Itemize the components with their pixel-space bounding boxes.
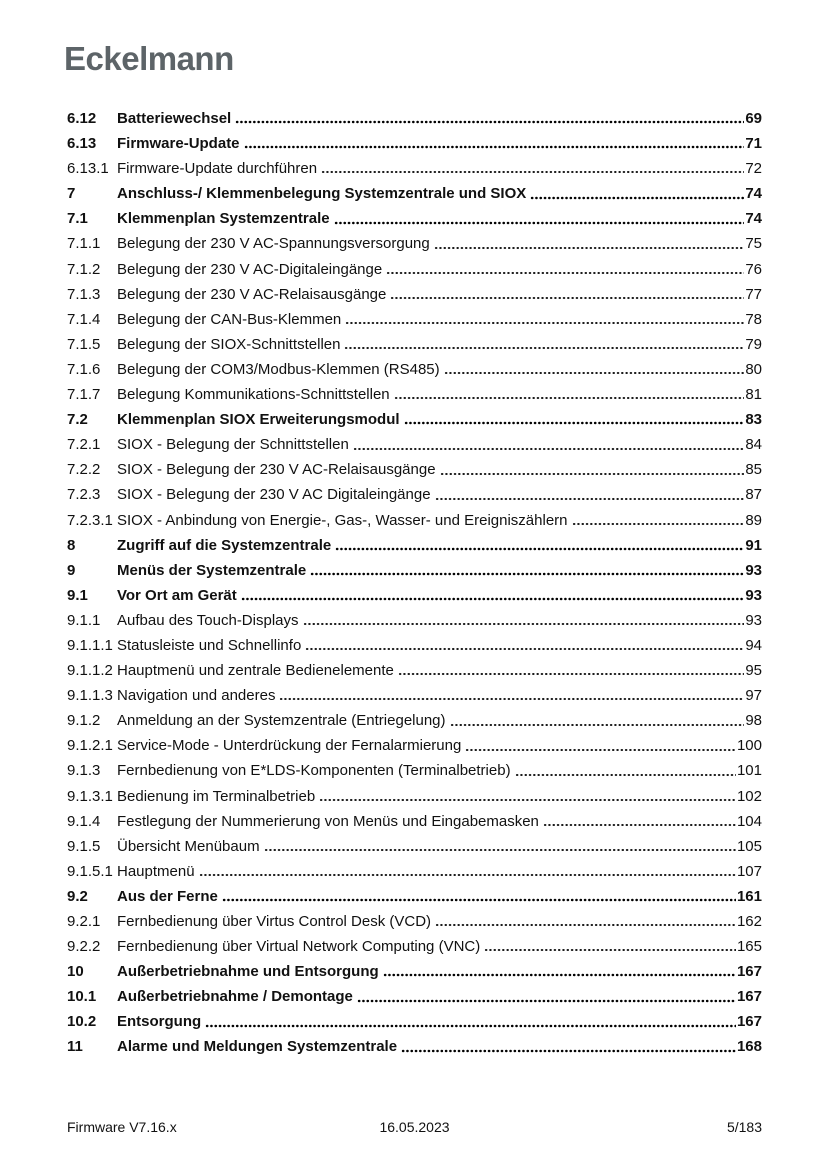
toc-entry-title: Festlegung der Nummerierung von Menüs und Eingabemasken [117, 812, 539, 830]
toc-entry-number: 7.1.7 [67, 386, 101, 404]
toc-entry-number: 7.1 [67, 210, 88, 228]
toc-entry-page: 74 [745, 210, 762, 228]
toc-entry-page: 104 [736, 812, 762, 830]
toc-entry-title: Hauptmenü und zentrale Bedienelemente [117, 662, 394, 680]
dot-leader [398, 658, 744, 683]
toc-entry-page: 74 [745, 185, 762, 203]
toc-entry-number: 10.1 [67, 988, 97, 1006]
toc-entry-title: Alarme und Meldungen Systemzentrale [117, 1038, 398, 1056]
dot-leader [241, 583, 745, 608]
toc-entry-number: 9.1.1.3 [67, 687, 113, 705]
toc-entry-title: Navigation und anderes [117, 687, 276, 705]
dot-leader [279, 683, 744, 708]
toc-entry[interactable] [67, 482, 762, 507]
toc-entry[interactable] [67, 633, 762, 658]
dot-leader [435, 909, 736, 934]
toc-entry-page: 98 [745, 712, 762, 730]
toc-entry[interactable] [67, 156, 762, 181]
toc-entry-number: 7.2.2 [67, 461, 101, 479]
toc-entry[interactable] [67, 206, 762, 231]
toc-entry-number: 6.13 [67, 135, 97, 153]
dot-leader [357, 984, 736, 1009]
toc-entry-page: 84 [745, 436, 762, 454]
dot-leader [450, 708, 745, 733]
toc-entry-page: 91 [745, 536, 762, 554]
dot-leader [394, 382, 745, 407]
toc-entry-number: 9.2.2 [67, 938, 101, 956]
toc-entry[interactable] [67, 131, 762, 156]
toc-entry[interactable] [67, 583, 762, 608]
toc-entry-page: 95 [745, 662, 762, 680]
dot-leader [199, 859, 736, 884]
toc-entry-title: SIOX - Belegung der Schnittstellen [117, 436, 349, 454]
toc-entry-title: SIOX - Anbindung von Energie-, Gas-, Wasser- und Ereigniszählern [117, 511, 568, 529]
toc-entry-page: 89 [745, 511, 762, 529]
toc-entry-page: 167 [736, 988, 762, 1006]
toc-entry[interactable] [67, 1034, 762, 1059]
dot-leader [353, 432, 745, 457]
dot-leader [310, 558, 744, 583]
toc-entry-page: 93 [745, 611, 762, 629]
toc-entry[interactable] [67, 558, 762, 583]
toc-entry-title: Anschluss-/ Klemmenbelegung Systemzentrale und SIOX [117, 185, 527, 203]
dot-leader [222, 884, 736, 909]
toc-entry-title: Belegung der COM3/Modbus-Klemmen (RS485) [117, 360, 440, 378]
toc-entry-number: 9.1.1 [67, 611, 101, 629]
dot-leader [401, 1034, 736, 1059]
toc-entry-title: Entsorgung [117, 1013, 202, 1031]
toc-entry-page: 93 [745, 586, 762, 604]
toc-entry[interactable] [67, 859, 762, 884]
toc-entry-title: Klemmenplan Systemzentrale [117, 210, 330, 228]
dot-leader [319, 784, 736, 809]
dot-leader [444, 357, 745, 382]
toc-entry[interactable] [67, 658, 762, 683]
toc-entry-number: 7.1.3 [67, 285, 101, 303]
toc-entry-page: 72 [745, 160, 762, 178]
toc-entry-number: 9.1.3 [67, 762, 101, 780]
dot-leader [440, 457, 745, 482]
dot-leader [404, 407, 745, 432]
toc-entry-number: 9.1.1.1 [67, 636, 113, 654]
toc-entry-page: 78 [745, 310, 762, 328]
toc-entry-page: 94 [745, 636, 762, 654]
toc-entry-title: Belegung der SIOX-Schnittstellen [117, 335, 341, 353]
company-logo: Eckelmann [64, 40, 234, 77]
dot-leader [435, 482, 745, 507]
toc-entry-number: 9.1.4 [67, 812, 101, 830]
dot-leader [390, 282, 744, 307]
toc-entry-number: 9.1.3.1 [67, 787, 113, 805]
dot-leader [235, 106, 744, 131]
dot-leader [543, 809, 736, 834]
toc-entry-number: 7.1.1 [67, 235, 101, 253]
dot-leader [386, 257, 744, 282]
toc-entry-number: 10.2 [67, 1013, 97, 1031]
toc-entry-page: 105 [736, 837, 762, 855]
toc-entry-page: 83 [745, 411, 762, 429]
toc-entry-number: 7.1.2 [67, 260, 101, 278]
toc-entry-title: Bedienung im Terminalbetrieb [117, 787, 316, 805]
dot-leader [305, 633, 744, 658]
toc-entry[interactable] [67, 432, 762, 457]
footer-page-indicator: 5/183 [726, 1119, 762, 1135]
dot-leader [530, 181, 744, 206]
toc-entry-title: Fernbedienung über Virtus Control Desk (VCD) [117, 913, 432, 930]
toc-entry-title: SIOX - Belegung der 230 V AC Digitaleingänge [117, 486, 431, 504]
toc-entry-page: 81 [745, 386, 762, 404]
dot-leader [383, 959, 736, 984]
toc-entry-number: 7.1.4 [67, 310, 101, 328]
toc-entry-title: SIOX - Belegung der 230 V AC-Relaisausgänge [117, 461, 436, 479]
toc-entry-number: 7.1.6 [67, 360, 101, 378]
toc-entry-number: 7.2.3.1 [67, 511, 113, 529]
toc-entry-title: Außerbetriebnahme / Demontage [117, 988, 353, 1006]
toc-entry-page: 79 [745, 335, 762, 353]
toc-entry-number: 7 [67, 185, 76, 203]
toc-entry-title: Fernbedienung von E*LDS-Komponenten (Terminalbetrieb) [117, 762, 511, 780]
toc-entry-number: 7.2.3 [67, 486, 101, 504]
toc-entry-page: 161 [736, 887, 762, 905]
toc-entry-number: 9.2.1 [67, 913, 101, 930]
toc-entry[interactable] [67, 106, 762, 131]
toc-entry[interactable] [67, 784, 762, 809]
toc-entry-title: Belegung der CAN-Bus-Klemmen [117, 310, 342, 328]
toc-entry-page: 87 [745, 486, 762, 504]
toc-entry-title: Firmware-Update durchführen [117, 160, 318, 178]
toc-entry-page: 80 [745, 360, 762, 378]
footer-date: 16.05.2023 [379, 1119, 450, 1135]
toc-entry[interactable] [67, 332, 762, 357]
toc-entry[interactable] [67, 181, 762, 206]
toc-entry[interactable] [67, 533, 762, 558]
dot-leader [303, 608, 745, 633]
toc-entry-number: 9 [67, 561, 76, 579]
toc-entry-page: 97 [745, 687, 762, 705]
toc-entry[interactable] [67, 758, 762, 783]
toc-entry-page: 76 [745, 260, 762, 278]
toc-entry-page: 71 [745, 135, 762, 153]
toc-entry-title: Zugriff auf die Systemzentrale [117, 536, 332, 554]
dot-leader [334, 206, 745, 231]
toc-entry-page: 102 [736, 787, 762, 805]
toc-entry-title: Fernbedienung über Virtual Network Computing (VNC) [117, 938, 481, 956]
dot-leader [465, 733, 736, 758]
toc-entry-page: 77 [745, 285, 762, 303]
toc-entry-number: 9.2 [67, 887, 88, 905]
dot-leader [321, 156, 744, 181]
toc-entry-page: 162 [736, 913, 762, 930]
toc-entry-title: Belegung Kommunikations-Schnittstellen [117, 386, 390, 404]
toc-entry[interactable] [67, 683, 762, 708]
dot-leader [515, 758, 736, 783]
toc-entry-title: Belegung der 230 V AC-Spannungsversorgung [117, 235, 430, 253]
toc-entry[interactable] [67, 382, 762, 407]
toc-entry[interactable] [67, 231, 762, 256]
toc-entry[interactable] [67, 1009, 762, 1034]
toc-entry[interactable] [67, 984, 762, 1009]
toc-entry-page: 107 [736, 862, 762, 880]
toc-entry-number: 7.2.1 [67, 436, 101, 454]
toc-entry[interactable] [67, 909, 762, 934]
dot-leader [434, 231, 745, 256]
dot-leader [572, 508, 745, 533]
toc-entry-number: 6.12 [67, 110, 97, 127]
toc-entry-title: Übersicht Menübaum [117, 837, 260, 855]
toc-entry-page: 101 [736, 762, 762, 780]
dot-leader [484, 934, 736, 959]
toc-entry-title: Belegung der 230 V AC-Relaisausgänge [117, 285, 387, 303]
toc-entry-page: 75 [745, 235, 762, 253]
toc-entry-title: Aufbau des Touch-Displays [117, 611, 299, 629]
toc-entry-page: 168 [736, 1038, 762, 1056]
toc-entry-title: Vor Ort am Gerät [117, 586, 237, 604]
toc-entry[interactable] [67, 282, 762, 307]
toc-entry-number: 10 [67, 963, 84, 981]
toc-entry-number: 9.1 [67, 586, 88, 604]
toc-entry[interactable] [67, 959, 762, 984]
dot-leader [335, 533, 744, 558]
toc-entry[interactable] [67, 733, 762, 758]
toc-entry-title: Service-Mode - Unterdrückung der Fernalarmierung [117, 737, 462, 755]
toc-entry-title: Statusleiste und Schnellinfo [117, 636, 302, 654]
toc-entry-title: Hauptmenü [117, 862, 195, 880]
toc-entry[interactable] [67, 307, 762, 332]
toc-entry-title: Firmware-Update [117, 135, 240, 153]
toc-entry-page: 167 [736, 963, 762, 981]
toc-entry-number: 6.13.1 [67, 160, 109, 178]
toc-entry-title: Klemmenplan SIOX Erweiterungsmodul [117, 411, 400, 429]
toc-entry-page: 167 [736, 1013, 762, 1031]
toc-entry-title: Aus der Ferne [117, 887, 218, 905]
toc-entry-number: 9.1.1.2 [67, 662, 113, 680]
toc-entry-number: 9.1.5.1 [67, 862, 113, 880]
toc-entry-page: 165 [736, 938, 762, 956]
toc-entry-title: Belegung der 230 V AC-Digitaleingänge [117, 260, 383, 278]
toc-entry[interactable] [67, 809, 762, 834]
dot-leader [244, 131, 745, 156]
table-of-contents [67, 106, 762, 1060]
toc-entry[interactable] [67, 257, 762, 282]
toc-entry[interactable] [67, 508, 762, 533]
toc-entry-page: 100 [736, 737, 762, 755]
toc-entry[interactable] [67, 834, 762, 859]
toc-entry-page: 85 [745, 461, 762, 479]
toc-entry-number: 9.1.2.1 [67, 737, 113, 755]
toc-entry-number: 7.2 [67, 411, 88, 429]
dot-leader [205, 1009, 736, 1034]
toc-entry[interactable] [67, 934, 762, 959]
toc-entry-number: 8 [67, 536, 76, 554]
toc-entry-title: Menüs der Systemzentrale [117, 561, 307, 579]
toc-entry-title: Batteriewechsel [117, 110, 232, 127]
toc-entry-number: 9.1.2 [67, 712, 101, 730]
footer-firmware-version: Firmware V7.16.x [67, 1119, 177, 1135]
toc-entry-title: Außerbetriebnahme und Entsorgung [117, 963, 379, 981]
toc-entry-title: Anmeldung an der Systemzentrale (Entriegelung) [117, 712, 446, 730]
toc-entry-page: 69 [745, 110, 762, 127]
toc-entry-number: 7.1.5 [67, 335, 101, 353]
dot-leader [345, 307, 744, 332]
dot-leader [264, 834, 736, 859]
toc-entry[interactable] [67, 407, 762, 432]
toc-entry-number: 9.1.5 [67, 837, 101, 855]
toc-entry[interactable] [67, 708, 762, 733]
toc-entry[interactable] [67, 457, 762, 482]
toc-entry-page: 93 [745, 561, 762, 579]
toc-entry-number: 11 [67, 1038, 83, 1056]
toc-entry[interactable] [67, 357, 762, 382]
dot-leader [344, 332, 744, 357]
toc-entry[interactable] [67, 608, 762, 633]
toc-entry[interactable] [67, 884, 762, 909]
